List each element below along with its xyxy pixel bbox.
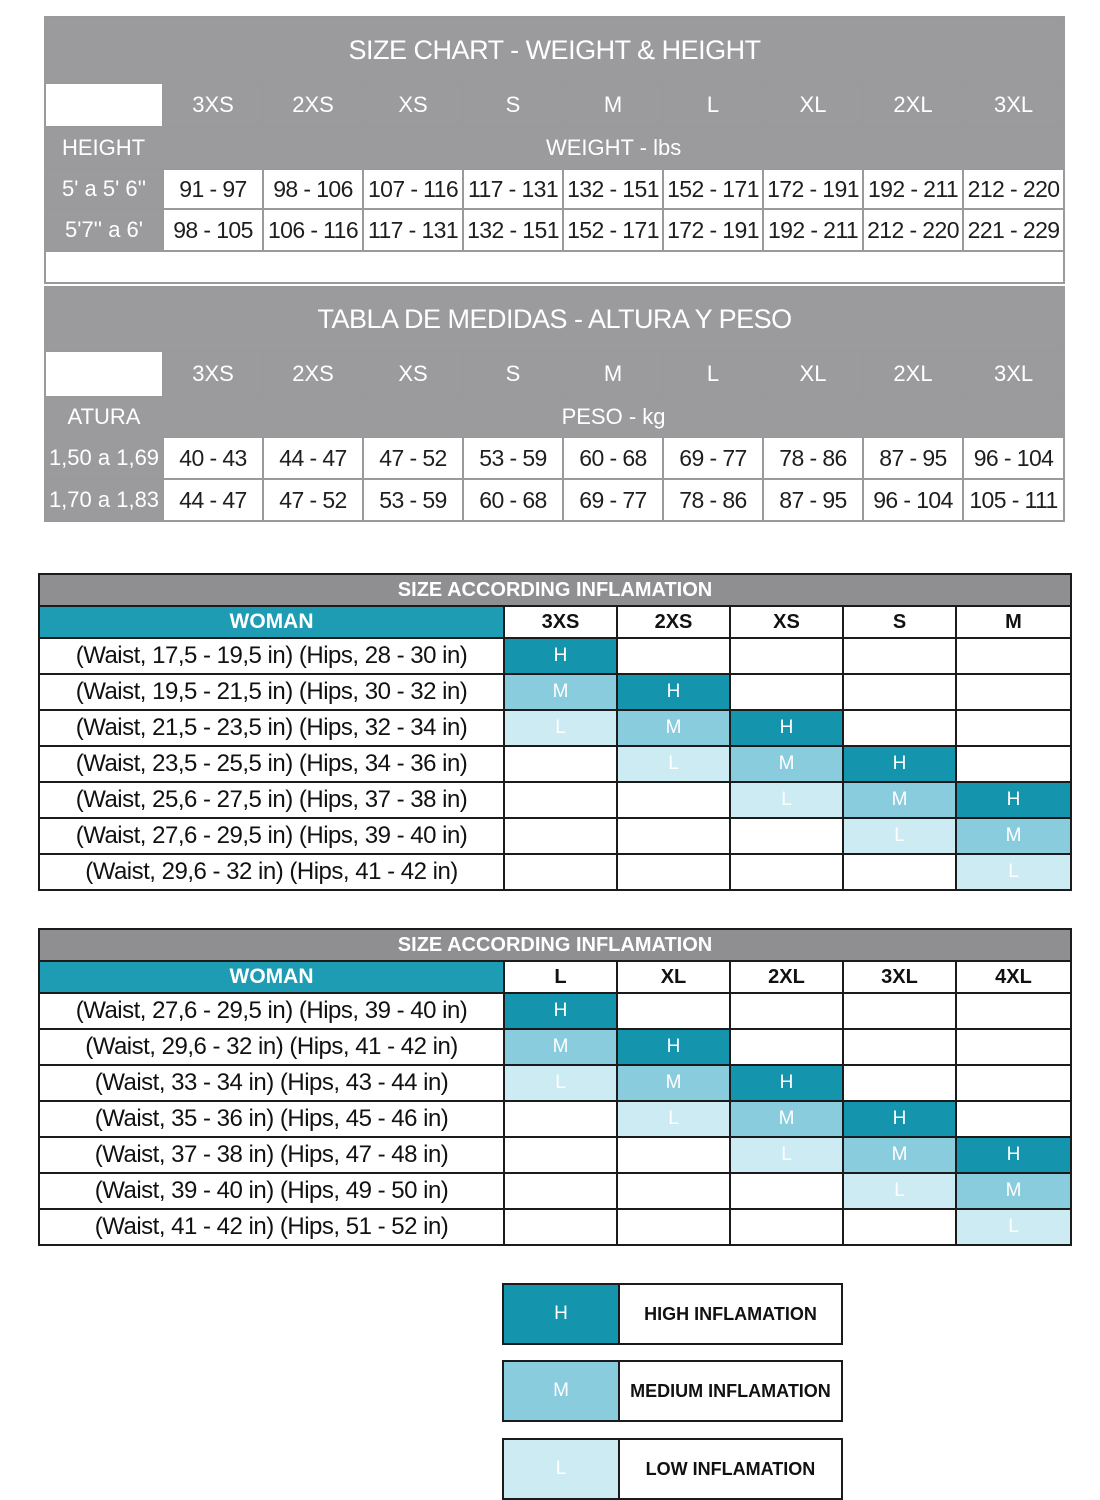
legend-swatch-medium: M — [504, 1362, 620, 1420]
weight-cell: 40 - 43 — [163, 437, 263, 479]
empty-cell — [843, 674, 956, 710]
weight-cell: 44 - 47 — [163, 479, 263, 521]
weight-cell: 132 - 151 — [563, 169, 663, 209]
inflammation-cell-h: H — [504, 993, 617, 1029]
weight-cell: 44 - 47 — [263, 437, 363, 479]
size-header: L — [663, 351, 763, 397]
inflammation-cell-h: H — [730, 710, 843, 746]
weight-cell: 107 - 116 — [363, 169, 463, 209]
inflammation-cell-l: L — [504, 1065, 617, 1101]
inflammation-cell-h: H — [843, 746, 956, 782]
height-label: HEIGHT — [45, 127, 163, 169]
empty-cell — [617, 993, 730, 1029]
weight-cell: 172 - 191 — [663, 209, 763, 251]
size-header: 3XL — [963, 83, 1064, 127]
weight-cell: 87 - 95 — [763, 479, 863, 521]
size-header: M — [563, 83, 663, 127]
legend-swatch-high: H — [504, 1285, 620, 1343]
weight-cell: 60 - 68 — [563, 437, 663, 479]
inflammation-cell-m: M — [843, 1137, 956, 1173]
inflammation-cell-m: M — [504, 674, 617, 710]
size-header: S — [463, 83, 563, 127]
empty-cell — [617, 1173, 730, 1209]
unit-label: PESO - kg — [163, 397, 1064, 437]
weight-cell: 96 - 104 — [863, 479, 963, 521]
row-label: 5' a 5' 6'' — [45, 169, 163, 209]
size-header: XL — [763, 351, 863, 397]
size-header: XS — [730, 606, 843, 638]
empty-cell — [956, 1065, 1071, 1101]
measurement-label: (Waist, 41 - 42 in) (Hips, 51 - 52 in) — [39, 1209, 504, 1245]
table-row — [45, 437, 1064, 479]
inflammation-cell-l: L — [730, 782, 843, 818]
size-header: S — [843, 606, 956, 638]
empty-cell — [504, 746, 617, 782]
inflammation-table-small — [38, 573, 1072, 891]
size-header: 2XL — [863, 351, 963, 397]
size-header: XL — [763, 83, 863, 127]
table-row — [39, 782, 1071, 818]
empty-cell — [956, 638, 1071, 674]
row-label: 1,50 a 1,69 — [45, 437, 163, 479]
blank-corner — [45, 351, 163, 397]
empty-cell — [504, 818, 617, 854]
inflammation-title: SIZE ACCORDING INFLAMATION — [39, 574, 1071, 606]
empty-cell — [843, 1065, 956, 1101]
inflammation-cell-l: L — [617, 1101, 730, 1137]
row-label: 1,70 a 1,83 — [45, 479, 163, 521]
weight-cell: 212 - 220 — [963, 169, 1064, 209]
chart-title: TABLA DE MEDIDAS - ALTURA Y PESO — [45, 287, 1064, 351]
measurement-label: (Waist, 27,6 - 29,5 in) (Hips, 39 - 40 in) — [39, 993, 504, 1029]
empty-cell — [956, 1101, 1071, 1137]
size-header: 3XL — [963, 351, 1064, 397]
size-header: XS — [363, 83, 463, 127]
weight-cell: 69 - 77 — [663, 437, 763, 479]
weight-cell: 98 - 106 — [263, 169, 363, 209]
chart-title: SIZE CHART - WEIGHT & HEIGHT — [45, 17, 1064, 83]
table-row — [39, 674, 1071, 710]
table-row — [45, 479, 1064, 521]
size-header: XS — [363, 351, 463, 397]
empty-cell — [617, 854, 730, 890]
inflammation-cell-m: M — [956, 1173, 1071, 1209]
weight-cell: 96 - 104 — [963, 437, 1064, 479]
legend-medium — [502, 1360, 843, 1422]
table-row — [39, 993, 1071, 1029]
size-header: M — [956, 606, 1071, 638]
measurement-label: (Waist, 17,5 - 19,5 in) (Hips, 28 - 30 in) — [39, 638, 504, 674]
empty-cell — [843, 710, 956, 746]
blank-corner — [45, 83, 163, 127]
unit-label: WEIGHT - lbs — [163, 127, 1064, 169]
inflammation-cell-l: L — [617, 746, 730, 782]
row-label: 5'7'' a 6' — [45, 209, 163, 251]
inflammation-cell-h: H — [504, 638, 617, 674]
weight-cell: 69 - 77 — [563, 479, 663, 521]
legend-label-low: LOW INFLAMATION — [645, 1458, 816, 1479]
weight-cell: 152 - 171 — [563, 209, 663, 251]
empty-cell — [956, 746, 1071, 782]
size-header: 3XS — [163, 351, 263, 397]
table-row — [39, 1137, 1071, 1173]
table-row — [39, 1029, 1071, 1065]
weight-cell: 87 - 95 — [863, 437, 963, 479]
measurement-label: (Waist, 19,5 - 21,5 in) (Hips, 30 - 32 in) — [39, 674, 504, 710]
weight-cell: 132 - 151 — [463, 209, 563, 251]
empty-cell — [617, 818, 730, 854]
table-row — [39, 710, 1071, 746]
empty-cell — [730, 1209, 843, 1245]
weight-cell: 47 - 52 — [363, 437, 463, 479]
empty-cell — [617, 1209, 730, 1245]
empty-cell — [730, 1173, 843, 1209]
inflammation-cell-m: M — [504, 1029, 617, 1065]
size-header: 3XL — [843, 961, 956, 993]
empty-cell — [730, 993, 843, 1029]
measurement-label: (Waist, 37 - 38 in) (Hips, 47 - 48 in) — [39, 1137, 504, 1173]
weight-height-chart — [44, 16, 1065, 284]
weight-cell: 117 - 131 — [363, 209, 463, 251]
empty-cell — [956, 1029, 1071, 1065]
legend-label-high: HIGH INFLAMATION — [644, 1303, 817, 1324]
table-row — [39, 1209, 1071, 1245]
table-row — [39, 746, 1071, 782]
size-header: 2XS — [263, 83, 363, 127]
table-row — [45, 169, 1064, 209]
inflammation-cell-h: H — [956, 782, 1071, 818]
measurement-label: (Waist, 21,5 - 23,5 in) (Hips, 32 - 34 in) — [39, 710, 504, 746]
measurement-label: (Waist, 29,6 - 32 in) (Hips, 41 - 42 in) — [39, 854, 504, 890]
empty-cell — [956, 993, 1071, 1029]
inflammation-cell-l: L — [843, 818, 956, 854]
legend-low — [502, 1438, 843, 1500]
empty-cell — [617, 638, 730, 674]
measurement-label: (Waist, 29,6 - 32 in) (Hips, 41 - 42 in) — [39, 1029, 504, 1065]
legend-label-medium: MEDIUM INFLAMATION — [630, 1380, 831, 1401]
weight-cell: 192 - 211 — [863, 169, 963, 209]
inflammation-cell-m: M — [730, 1101, 843, 1137]
empty-cell — [504, 854, 617, 890]
legend-swatch-low: L — [504, 1440, 620, 1498]
weight-cell: 106 - 116 — [263, 209, 363, 251]
size-header: 3XS — [163, 83, 263, 127]
table-row — [39, 818, 1071, 854]
table-row — [39, 638, 1071, 674]
measurement-label: (Waist, 25,6 - 27,5 in) (Hips, 37 - 38 in) — [39, 782, 504, 818]
table-row — [45, 209, 1064, 251]
size-header: S — [463, 351, 563, 397]
inflammation-cell-l: L — [730, 1137, 843, 1173]
weight-cell: 60 - 68 — [463, 479, 563, 521]
measurement-label: (Waist, 33 - 34 in) (Hips, 43 - 44 in) — [39, 1065, 504, 1101]
empty-cell — [730, 638, 843, 674]
empty-cell — [504, 1137, 617, 1173]
weight-cell: 53 - 59 — [363, 479, 463, 521]
weight-cell: 53 - 59 — [463, 437, 563, 479]
weight-cell: 117 - 131 — [463, 169, 563, 209]
size-header: XL — [617, 961, 730, 993]
inflammation-cell-h: H — [730, 1065, 843, 1101]
weight-cell: 98 - 105 — [163, 209, 263, 251]
weight-cell: 212 - 220 — [863, 209, 963, 251]
empty-cell — [956, 710, 1071, 746]
empty-cell — [617, 782, 730, 818]
inflammation-cell-l: L — [956, 1209, 1071, 1245]
inflammation-cell-h: H — [617, 1029, 730, 1065]
size-header: M — [563, 351, 663, 397]
empty-cell — [504, 1101, 617, 1137]
empty-cell — [617, 1137, 730, 1173]
inflammation-cell-m: M — [730, 746, 843, 782]
size-header: 2XL — [730, 961, 843, 993]
table-row — [39, 1101, 1071, 1137]
weight-cell: 192 - 211 — [763, 209, 863, 251]
weight-cell: 78 - 86 — [763, 437, 863, 479]
size-header: 2XS — [617, 606, 730, 638]
table-row — [39, 854, 1071, 890]
empty-cell — [843, 854, 956, 890]
empty-cell — [730, 854, 843, 890]
size-header: L — [663, 83, 763, 127]
inflammation-cell-h: H — [617, 674, 730, 710]
measurement-label: (Waist, 35 - 36 in) (Hips, 45 - 46 in) — [39, 1101, 504, 1137]
inflammation-cell-m: M — [956, 818, 1071, 854]
inflammation-title: SIZE ACCORDING INFLAMATION — [39, 929, 1071, 961]
empty-cell — [843, 993, 956, 1029]
size-header: 2XL — [863, 83, 963, 127]
size-header: 4XL — [956, 961, 1071, 993]
empty-cell — [843, 638, 956, 674]
weight-cell: 91 - 97 — [163, 169, 263, 209]
size-header: 2XS — [263, 351, 363, 397]
legend-high — [502, 1283, 843, 1345]
weight-cell: 47 - 52 — [263, 479, 363, 521]
empty-cell — [730, 674, 843, 710]
empty-cell — [956, 674, 1071, 710]
woman-header: WOMAN — [39, 606, 504, 638]
weight-cell: 152 - 171 — [663, 169, 763, 209]
empty-cell — [504, 782, 617, 818]
spacer-row — [45, 251, 1064, 283]
size-header: 3XS — [504, 606, 617, 638]
inflammation-table-large — [38, 928, 1072, 1246]
altura-peso-chart — [44, 286, 1065, 522]
measurement-label: (Waist, 27,6 - 29,5 in) (Hips, 39 - 40 in) — [39, 818, 504, 854]
table-row — [39, 1173, 1071, 1209]
inflammation-cell-l: L — [843, 1173, 956, 1209]
empty-cell — [843, 1029, 956, 1065]
empty-cell — [730, 1029, 843, 1065]
empty-cell — [730, 818, 843, 854]
weight-cell: 78 - 86 — [663, 479, 763, 521]
measurement-label: (Waist, 23,5 - 25,5 in) (Hips, 34 - 36 in) — [39, 746, 504, 782]
empty-cell — [504, 1209, 617, 1245]
inflammation-cell-l: L — [956, 854, 1071, 890]
table-row — [39, 1065, 1071, 1101]
inflammation-cell-h: H — [843, 1101, 956, 1137]
inflammation-cell-m: M — [617, 1065, 730, 1101]
height-label: ATURA — [45, 397, 163, 437]
inflammation-cell-l: L — [504, 710, 617, 746]
measurement-label: (Waist, 39 - 40 in) (Hips, 49 - 50 in) — [39, 1173, 504, 1209]
empty-cell — [843, 1209, 956, 1245]
woman-header: WOMAN — [39, 961, 504, 993]
empty-cell — [504, 1173, 617, 1209]
weight-cell: 221 - 229 — [963, 209, 1064, 251]
inflammation-cell-h: H — [956, 1137, 1071, 1173]
inflammation-cell-m: M — [617, 710, 730, 746]
weight-cell: 172 - 191 — [763, 169, 863, 209]
inflammation-cell-m: M — [843, 782, 956, 818]
size-header: L — [504, 961, 617, 993]
weight-cell: 105 - 111 — [963, 479, 1064, 521]
